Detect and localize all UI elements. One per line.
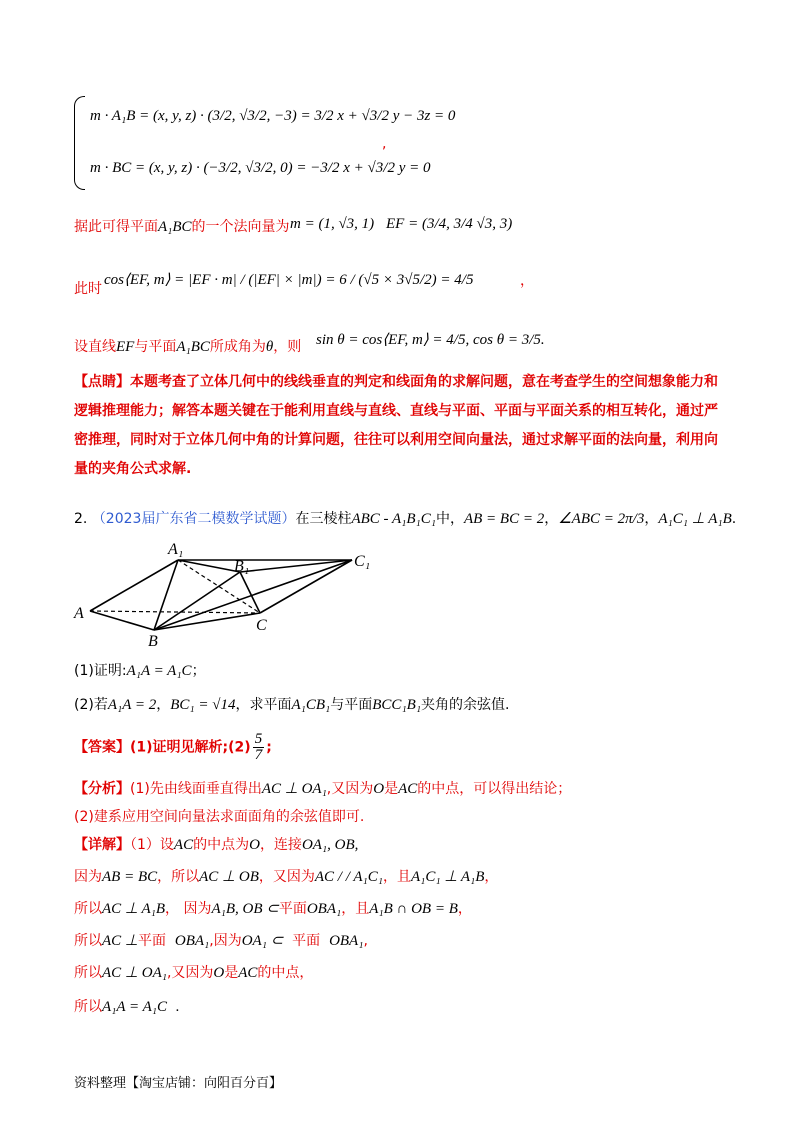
edge-b-c — [154, 613, 260, 630]
edge-b-a1 — [154, 560, 178, 630]
label-b: B — [148, 633, 158, 648]
page-footer: 资料整理【淘宝店铺：向阳百分百】 — [74, 1076, 283, 1091]
detail-line-5: 所以AC ⊥ OA₁,又因为O是AC的中点， — [74, 965, 314, 981]
normal-vector-m: m = (1, √3, 1) — [290, 216, 375, 232]
equation-line-1: m · A₁B = (x, y, z) · (3/2, √3/2, −3) = 3/2 x + √3/2 y − 3z = 0 — [90, 108, 456, 124]
angle-line: 设直线EF与平面A₁BC所成角为θ，则 — [74, 339, 302, 355]
analysis-line-2: (2)建系应用空间向量法求面面角的余弦值即可. — [74, 809, 365, 825]
label-b1: B₁ — [234, 558, 250, 575]
cos-expression: cos⟨EF, m⟩ = |EF · m| / (|EF| × |m|) = 6 / (√5 × 3√5/2) = 4/5 — [104, 272, 474, 288]
prism-figure — [70, 538, 390, 648]
equation-brace — [74, 96, 85, 190]
edge-a-a1 — [90, 560, 178, 611]
vector-ef: EF = (3/4, 3/4 √3, 3) — [386, 216, 513, 232]
equation-line-2: m · BC = (x, y, z) · (−3/2, √3/2, 0) = −3/2 x + √3/2 y = 0 — [90, 160, 431, 176]
analysis-line-1: 【分析】(1)先由线面垂直得出AC ⊥ OA₁,又因为O是AC的中点，可以得出结论； — [74, 781, 572, 797]
label-c: C — [256, 617, 267, 634]
cos-tail: ， — [520, 273, 534, 289]
detail-line-2: 因为AB = BC，所以AC ⊥ OB，又因为AC / / A₁C₁，且A₁C₁ ⊥ A₁B， — [74, 869, 499, 885]
hidden-edge-a-c — [90, 611, 260, 613]
normal-vector-text: 据此可得平面A₁BC的一个法向量为 — [74, 219, 290, 235]
detail-line-6: 所以A₁A = A₁C . — [74, 999, 180, 1015]
edge-a1-b1 — [178, 560, 240, 572]
edge-a-b — [90, 611, 154, 630]
angle-expression: sin θ = cos⟨EF, m⟩ = 4/5, cos θ = 3/5. — [316, 332, 545, 348]
part2: (2)若A₁A = 2，BC₁ = √14，求平面A₁CB₁与平面BCC₁B₁夹角的余弦值. — [74, 697, 510, 713]
comment-paragraph: 【点睛】本题考查了立体几何中的线线垂直的判定和线面角的求解问题，意在考查学生的空间想象能力和逻辑推理能力；解答本题关键在于能利用直线与直线、直线与平面、平面与平面关系的相互转化，通过严密推理，同时对于立体几何中角的计算问题，往往可以利用空间向量法，通过求解平面的法向量，利用向量的夹角公式求解. — [74, 374, 718, 477]
edge-b-b1 — [154, 572, 240, 630]
label-a: A — [74, 605, 84, 622]
answer-fraction: $\frac{5}{7}$ — [254, 731, 263, 763]
detail-line-3: 所以AC ⊥ A₁B， 因为A₁B, OB ⊂平面OBA₁，且A₁B ∩ OB = B， — [74, 901, 472, 917]
cos-prefix: 此时 — [74, 281, 102, 297]
detail-line-4: 所以AC ⊥平面 OBA₁,因为OA₁ ⊂ 平面 OBA₁, — [74, 933, 368, 949]
detail-line-1: 【详解】（1）设AC的中点为O，连接OA₁, OB, — [74, 837, 359, 853]
part1: (1)证明:A₁A = A₁C； — [74, 663, 206, 679]
equation-tail: , — [382, 136, 387, 152]
problem2-source: （2023届广东省二模数学试题） — [91, 511, 296, 527]
label-c1: C₁ — [354, 553, 371, 570]
problem2-statement: 2. （2023届广东省二模数学试题）在三棱柱ABC - A₁B₁C₁中，AB = BC = 2，∠ABC = 2π/3，A₁C₁ ⊥ A₁B. — [74, 511, 737, 527]
label-a1: A₁ — [168, 541, 184, 558]
answer-line: 【答案】(1)证明见解析;(2) $\frac{5}{7}$ ; — [74, 731, 272, 763]
